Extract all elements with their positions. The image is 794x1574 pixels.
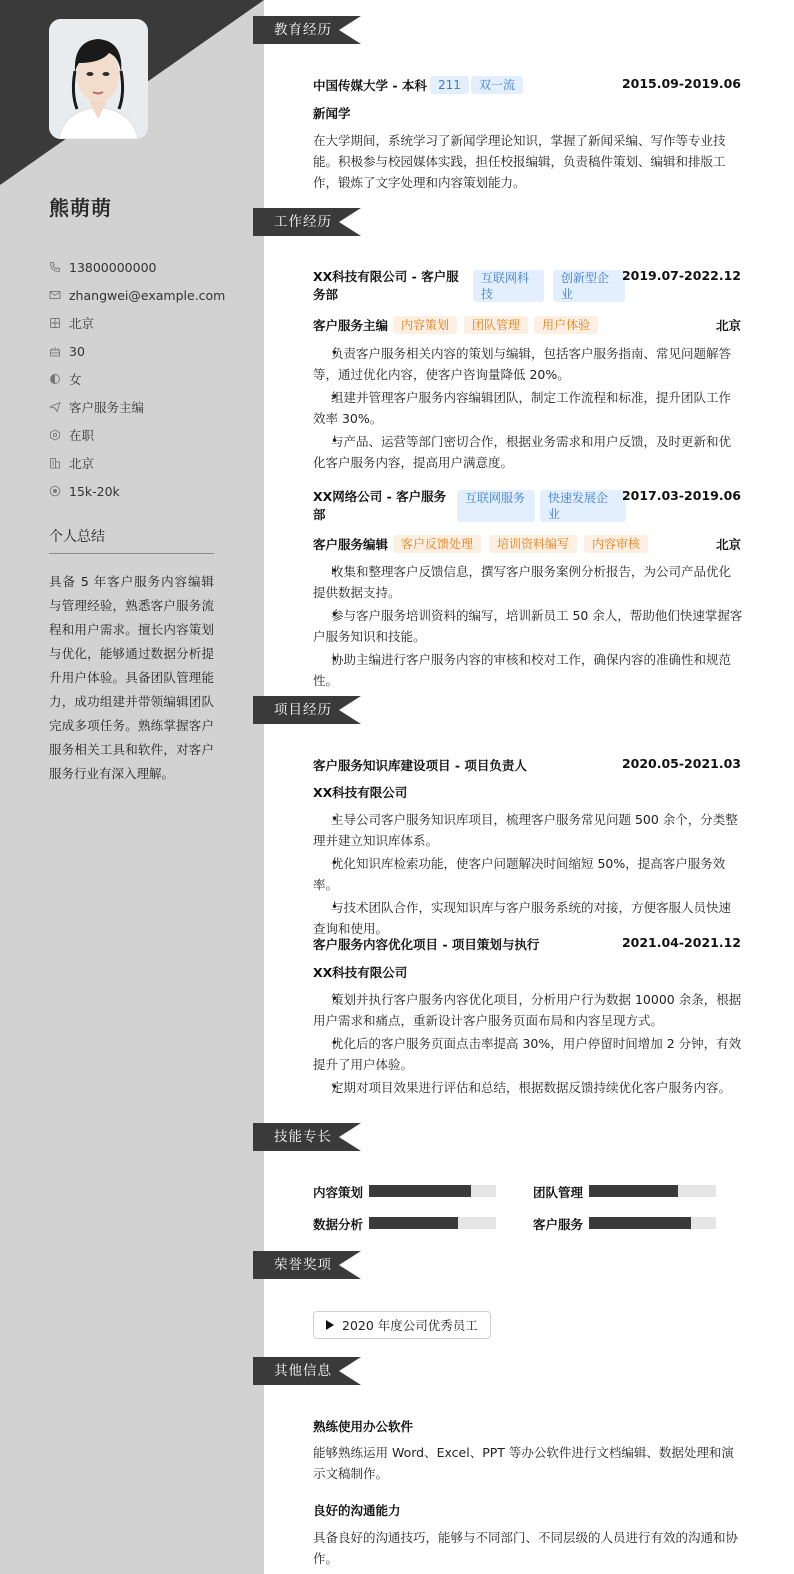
section-header-education — [253, 16, 361, 44]
education-tag: 211 — [430, 76, 469, 94]
skill-bar — [369, 1185, 496, 1197]
list-item: • 定期对项目效果进行评估和总结，根据数据反馈持续优化客户服务内容。 — [313, 1077, 743, 1098]
other-title: 良好的沟通能力 — [313, 1503, 401, 1518]
list-item: • 参与客户服务培训资料的编写，培训新员工 50 余人，帮助他们快速掌握客户服务知识和技能。 — [313, 605, 743, 647]
project-title: 客户服务知识库建设项目 - 项目负责人 — [313, 758, 527, 773]
mail-icon — [49, 289, 61, 301]
project-title: 客户服务内容优化项目 - 项目策划与执行 — [313, 937, 540, 952]
work-date: 2019.07-2022.12 — [621, 268, 741, 283]
education-major: 新闻学 — [313, 106, 351, 121]
section-header-project — [253, 696, 361, 724]
expand-triangle-icon — [326, 1320, 334, 1330]
contact-phone — [49, 253, 249, 281]
section-title-project: 项目经历 — [274, 702, 332, 718]
contact-position — [49, 393, 249, 421]
list-item: • 负责客户服务相关内容的策划与编辑，包括客户服务指南、常见问题解答等，通过优化内容，使客户咨询量降低 20%。 — [313, 343, 743, 385]
award-text: 2020 年度公司优秀员工 — [342, 1318, 478, 1333]
education-desc: 在大学期间，系统学习了新闻学理论知识，掌握了新闻采编、写作等专业技能。积极参与校园媒体实践，担任校报编辑，负责稿件策划、编辑和排版工作，锻炼了文字处理和内容策划能力。 — [313, 133, 726, 190]
section-title-skills: 技能专长 — [274, 1129, 332, 1145]
gender-icon — [49, 373, 61, 385]
work-tag: 互联网服务 — [457, 490, 535, 522]
work-city: 北京 — [715, 537, 741, 552]
work-bullet-list — [313, 343, 743, 475]
work-skill-tag: 团队管理 — [464, 316, 528, 334]
section-title-other: 其他信息 — [274, 1363, 332, 1379]
award-item[interactable] — [313, 1311, 491, 1339]
age-icon — [49, 345, 61, 357]
contact-city-text: 北京 — [69, 456, 95, 471]
contact-phone-text: 13800000000 — [69, 259, 157, 275]
list-item: • 与产品、运营等部门密切合作，根据业务需求和用户反馈，及时更新和优化客户服务内容，提高用户满意度。 — [313, 431, 743, 473]
work-role: 客户服务主编 — [313, 318, 389, 333]
other-desc: 能够熟练运用 Word、Excel、PPT 等办公软件进行文档编辑、数据处理和演示文稿制作。 — [313, 1445, 734, 1481]
work-date: 2017.03-2019.06 — [621, 488, 741, 503]
contact-status-text: 在职 — [69, 428, 95, 443]
contact-salary — [49, 477, 249, 505]
list-item: • 策划并执行客户服务内容优化项目，分析用户行为数据 10000 余条，根据用户需求和痛点，重新设计客户服务页面布局和内容呈现方式。 — [313, 989, 743, 1031]
project-date: 2020.05-2021.03 — [621, 756, 741, 771]
contact-position-text: 客户服务主编 — [69, 400, 145, 415]
work-role: 客户服务编辑 — [313, 537, 389, 552]
list-item: • 优化后的客户服务页面点击率提高 30%，用户停留时间增加 2 分钟，有效提升了用户体验。 — [313, 1033, 743, 1075]
list-item: • 与技术团队合作，实现知识库与客户服务系统的对接，方便客服人员快速查询和使用。 — [313, 897, 743, 939]
project-org: XX科技有限公司 — [313, 785, 408, 800]
summary-divider — [49, 553, 214, 554]
work-tag: 创新型企业 — [553, 270, 625, 302]
skill-bar-fill — [589, 1185, 678, 1197]
project-bullet-list — [313, 809, 743, 941]
summary-title: 个人总结 — [49, 529, 105, 545]
work-tag: 快速发展企业 — [540, 490, 626, 522]
education-date: 2015.09-2019.06 — [621, 76, 741, 91]
contact-location-text: 北京 — [69, 316, 95, 331]
summary-text: 具备 5 年客户服务内容编辑与管理经验，熟悉客户服务流程和用户需求。擅长内容策划与优化，能够通过数据分析提升用户体验。具备团队管理能力，成功组建并带领编辑团队完成多项任务。熟练掌握客户服务相关工具和软件，对客户服务行业有深入理解。 — [49, 574, 214, 781]
contact-email-text: zhangwei@example.com — [69, 287, 226, 303]
work-company: XX网络公司 - 客户服务部 — [313, 489, 447, 522]
project-org: XX科技有限公司 — [313, 965, 408, 980]
work-company: XX科技有限公司 - 客户服务部 — [313, 269, 459, 302]
contact-status — [49, 421, 249, 449]
work-skill-tag: 客户反馈处理 — [393, 535, 481, 553]
contact-location — [49, 309, 249, 337]
skill-bar-fill — [589, 1217, 691, 1229]
location-icon — [49, 317, 61, 329]
work-skill-tag: 内容策划 — [393, 316, 457, 334]
skill-name: 客户服务 — [533, 1217, 584, 1232]
skill-bar-fill — [369, 1185, 471, 1197]
work-city: 北京 — [715, 318, 741, 333]
contact-city — [49, 449, 249, 477]
skill-bar-fill — [369, 1217, 458, 1229]
contact-age-text: 30 — [69, 343, 85, 359]
project-bullet-list — [313, 989, 743, 1100]
salary-icon — [49, 485, 61, 497]
education-tag: 双一流 — [471, 76, 523, 94]
list-item: • 组建并管理客户服务内容编辑团队，制定工作流程和标准，提升团队工作效率 30%。 — [313, 387, 743, 429]
main-content — [264, 0, 794, 1574]
work-skill-tag: 用户体验 — [534, 316, 598, 334]
city-icon — [49, 457, 61, 469]
skill-name: 内容策划 — [313, 1185, 364, 1200]
section-title-education: 教育经历 — [274, 22, 332, 38]
sidebar — [0, 0, 264, 1574]
skill-name: 团队管理 — [533, 1185, 584, 1200]
section-title-awards: 荣誉奖项 — [274, 1257, 332, 1273]
list-item: • 优化知识库检索功能，使客户问题解决时间缩短 50%，提高客户服务效率。 — [313, 853, 743, 895]
phone-icon — [49, 261, 61, 273]
skill-bar — [589, 1185, 716, 1197]
contact-list — [49, 253, 249, 505]
contact-age — [49, 337, 249, 365]
list-item: • 主导公司客户服务知识库项目，梳理客户服务常见问题 500 余个，分类整理并建立知识库体系。 — [313, 809, 743, 851]
skill-bar — [589, 1217, 716, 1229]
profile-name: 熊萌萌 — [49, 196, 112, 220]
list-item: • 协助主编进行客户服务内容的审核和校对工作，确保内容的准确性和规范性。 — [313, 649, 743, 691]
contact-gender-text: 女 — [69, 372, 82, 387]
section-header-work — [253, 208, 361, 236]
work-skill-tag: 培训资料编写 — [489, 535, 577, 553]
section-title-work: 工作经历 — [274, 214, 332, 230]
other-title: 熟练使用办公软件 — [313, 1419, 414, 1434]
skill-name: 数据分析 — [313, 1217, 364, 1232]
avatar — [49, 19, 148, 139]
contact-gender — [49, 365, 249, 393]
project-date: 2021.04-2021.12 — [621, 935, 741, 950]
section-header-other — [253, 1357, 361, 1385]
position-icon — [49, 401, 61, 413]
work-bullet-list — [313, 561, 743, 693]
contact-salary-text: 15k-20k — [69, 483, 120, 499]
status-icon — [49, 429, 61, 441]
work-skill-tag: 内容审核 — [584, 535, 648, 553]
education-school: 中国传媒大学 - 本科 — [313, 78, 427, 93]
work-tag: 互联网科技 — [473, 270, 544, 302]
other-desc: 具备良好的沟通技巧，能够与不同部门、不同层级的人员进行有效的沟通和协作。 — [313, 1530, 739, 1566]
section-header-skills — [253, 1123, 361, 1151]
contact-email — [49, 281, 249, 309]
skill-bar — [369, 1217, 496, 1229]
list-item: • 收集和整理客户反馈信息，撰写客户服务案例分析报告，为公司产品优化提供数据支持。 — [313, 561, 743, 603]
section-header-awards — [253, 1251, 361, 1279]
